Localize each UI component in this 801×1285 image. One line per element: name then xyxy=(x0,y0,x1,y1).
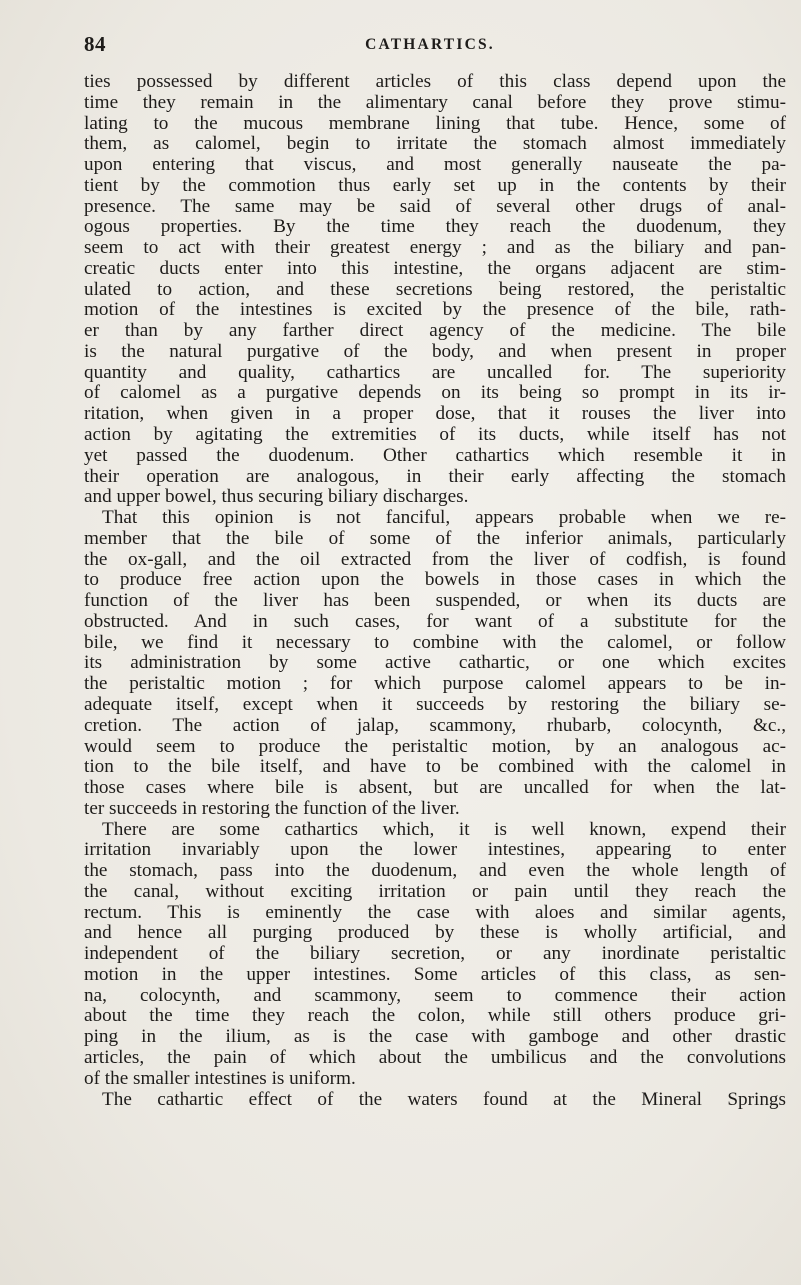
page-header xyxy=(80,30,780,58)
text-line: irritation invariably upon the lower intestines, appearing to enter xyxy=(84,839,786,861)
text-line: ties possessed by different articles of this class depend upon the xyxy=(84,71,786,92)
text-line: That this opinion is not fanciful, appears probable when we re- xyxy=(102,507,786,529)
text-line: quantity and quality, cathartics are uncalled for. The superiority xyxy=(84,361,786,383)
text-line: the ox-gall, and the oil extracted from the liver of codfish, is found xyxy=(84,548,786,570)
text-line: and hence all purging produced by these is wholly artificial, and xyxy=(84,922,786,944)
page-number: 84 xyxy=(84,32,106,56)
text-line: ter succeeds in restoring the function of the liver. xyxy=(84,797,460,819)
text-line: the peristaltic motion ; for which purpose calomel appears to be in- xyxy=(84,673,786,695)
text-line: cretion. The action of jalap, scammony, rhubarb, colocynth, &c., xyxy=(84,714,786,736)
text-line: member that the bile of some of the inferior animals, particularly xyxy=(84,527,786,549)
text-line: creatic ducts enter into this intestine, the organs adjacent are stim- xyxy=(84,257,786,279)
text-line: their operation are analogous, in their early affecting the stomach xyxy=(84,465,786,487)
text-line: adequate itself, except when it succeeds by restoring the biliary se- xyxy=(84,693,786,715)
text-line: bile, we find it necessary to combine with the calomel, or follow xyxy=(84,631,786,653)
text-line: those cases where bile is absent, but are uncalled for when the lat- xyxy=(84,777,786,799)
text-line: ritation, when given in a proper dose, that it rouses the liver into xyxy=(84,403,786,425)
text-line: of calomel as a purgative depends on its being so prompt in its ir- xyxy=(84,382,786,404)
text-line: is the natural purgative of the body, and when present in proper xyxy=(84,340,786,362)
text-line: independent of the biliary secretion, or any inordinate peristaltic xyxy=(84,943,786,965)
text-line: upon entering that viscus, and most generally nauseate the pa- xyxy=(84,154,786,176)
text-line: of the smaller intestines is uniform. xyxy=(84,1067,356,1089)
text-line: its administration by some active cathartic, or one which excites xyxy=(84,652,786,674)
text-line: to produce free action upon the bowels in those cases in which the xyxy=(84,569,786,591)
text-line: the canal, without exciting irritation or pain until they reach the xyxy=(84,880,786,902)
text-line: would seem to produce the peristaltic motion, by an analogous ac- xyxy=(84,735,786,757)
text-line: articles, the pain of which about the umbilicus and the convolutions xyxy=(84,1046,786,1068)
text-line: lating to the mucous membrane lining that tube. Hence, some of xyxy=(84,112,786,134)
text-line: The cathartic effect of the waters found at the Mineral Springs xyxy=(102,1088,786,1110)
text-line: the stomach, pass into the duodenum, and even the whole length of xyxy=(84,860,786,882)
text-line: about the time they reach the colon, while still others produce gri- xyxy=(84,1005,786,1027)
text-line: and upper bowel, thus securing biliary discharges. xyxy=(84,486,469,508)
text-line: them, as calomel, begin to irritate the stomach almost immediately xyxy=(84,133,786,155)
text-line: time they remain in the alimentary canal before they prove stimu- xyxy=(84,91,786,113)
text-line: function of the liver has been suspended, or when its ducts are xyxy=(84,590,786,612)
text-line: na, colocynth, and scammony, seem to commence their action xyxy=(84,984,786,1006)
text-line: motion of the intestines is excited by the presence of the bile, rath- xyxy=(84,299,786,321)
text-line: ulated to action, and these secretions being restored, the peristaltic xyxy=(84,278,786,300)
text-line: yet passed the duodenum. Other cathartics which resemble it in xyxy=(84,444,786,466)
text-line: seem to act with their greatest energy ; and as the biliary and pan- xyxy=(84,237,786,259)
text-line: tion to the bile itself, and have to be combined with the calomel in xyxy=(84,756,786,778)
text-line: presence. The same may be said of several other drugs of anal- xyxy=(84,195,786,217)
body-text xyxy=(84,72,786,1110)
text-line: ping in the ilium, as is the case with gamboge and other drastic xyxy=(84,1026,786,1048)
running-head: CATHARTICS. xyxy=(365,36,495,53)
text-line: motion in the upper intestines. Some articles of this class, as sen- xyxy=(84,963,786,985)
text-line: tient by the commotion thus early set up in the contents by their xyxy=(84,174,786,196)
text-line: obstructed. And in such cases, for want of a substitute for the xyxy=(84,610,786,632)
text-line: There are some cathartics which, it is well known, expend their xyxy=(102,818,786,840)
text-line: rectum. This is eminently the case with aloes and similar agents, xyxy=(84,901,786,923)
text-line: er than by any farther direct agency of the medicine. The bile xyxy=(84,320,786,342)
text-line: ogous properties. By the time they reach the duodenum, they xyxy=(84,216,786,238)
text-line: action by agitating the extremities of its ducts, while itself has not xyxy=(84,424,786,446)
